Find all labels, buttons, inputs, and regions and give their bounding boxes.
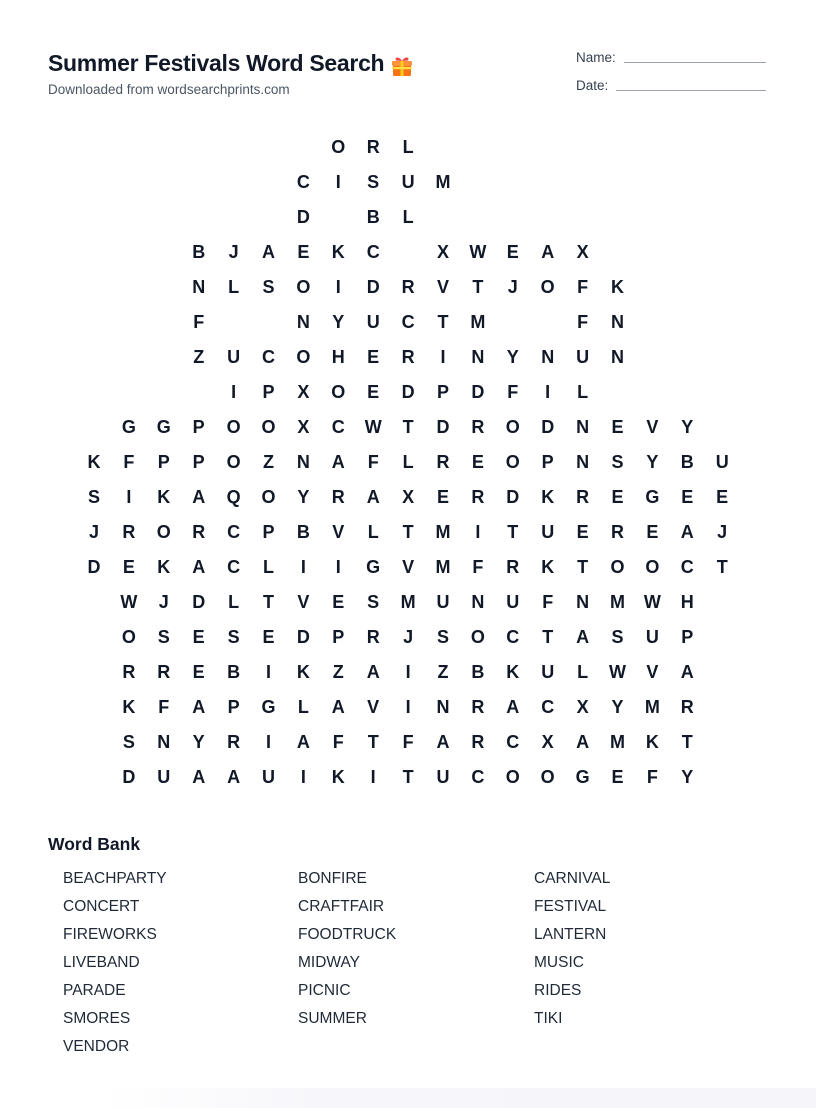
grid-letter[interactable]: M bbox=[644, 697, 660, 717]
grid-letter[interactable]: O bbox=[331, 382, 346, 402]
word-bank-item: SUMMER bbox=[298, 1010, 367, 1027]
grid-letter[interactable]: A bbox=[680, 662, 694, 682]
grid-letter[interactable]: P bbox=[262, 382, 275, 402]
grid-letter[interactable]: F bbox=[367, 452, 379, 472]
grid-letter[interactable]: O bbox=[261, 417, 276, 437]
grid-letter[interactable]: A bbox=[576, 627, 590, 647]
grid-letter[interactable]: L bbox=[297, 697, 309, 717]
grid-letter[interactable]: W bbox=[643, 592, 661, 612]
grid-letter[interactable]: U bbox=[541, 522, 555, 542]
grid-letter[interactable]: P bbox=[436, 382, 449, 402]
grid-letter[interactable]: R bbox=[122, 662, 136, 682]
grid-letter[interactable]: N bbox=[576, 417, 590, 437]
grid-letter[interactable]: F bbox=[542, 592, 554, 612]
grid-letter[interactable]: K bbox=[157, 557, 171, 577]
grid-letter[interactable]: C bbox=[506, 627, 520, 647]
grid-letter[interactable]: R bbox=[122, 522, 136, 542]
grid-letter[interactable]: G bbox=[156, 417, 171, 437]
grid-letter[interactable]: O bbox=[261, 487, 276, 507]
grid-letter[interactable]: T bbox=[716, 557, 728, 577]
grid-letter[interactable]: P bbox=[681, 627, 694, 647]
grid-letter[interactable]: U bbox=[645, 627, 659, 647]
grid-letter[interactable]: R bbox=[192, 522, 206, 542]
grid-letter[interactable]: D bbox=[506, 487, 520, 507]
grid-letter[interactable]: X bbox=[297, 417, 310, 437]
grid-letter[interactable]: J bbox=[158, 592, 169, 612]
grid-letter[interactable]: F bbox=[123, 452, 135, 472]
grid-letter[interactable]: Y bbox=[297, 487, 310, 507]
grid-letter[interactable]: C bbox=[227, 522, 241, 542]
grid-letter[interactable]: R bbox=[576, 487, 590, 507]
grid-letter[interactable]: A bbox=[576, 732, 590, 752]
grid-letter[interactable]: I bbox=[126, 487, 132, 507]
grid-letter[interactable]: E bbox=[646, 522, 659, 542]
grid-letter[interactable]: A bbox=[262, 242, 275, 262]
grid-letter[interactable]: P bbox=[262, 522, 275, 542]
grid-letter[interactable]: A bbox=[331, 452, 345, 472]
grid-letter[interactable]: S bbox=[87, 487, 100, 507]
word-bank-item: CRAFTFAIR bbox=[298, 898, 385, 915]
grid-letter[interactable]: Y bbox=[192, 732, 205, 752]
grid-letter[interactable]: U bbox=[506, 592, 520, 612]
grid-letter[interactable]: K bbox=[87, 452, 101, 472]
grid-letter[interactable]: C bbox=[331, 417, 345, 437]
grid-letter[interactable]: O bbox=[156, 522, 171, 542]
grid-letter[interactable]: E bbox=[192, 627, 205, 647]
grid-letter[interactable]: T bbox=[263, 592, 274, 612]
grid-letter[interactable]: X bbox=[576, 242, 589, 262]
grid-letter[interactable]: U bbox=[227, 347, 241, 367]
word-bank-item: RIDES bbox=[534, 982, 582, 999]
grid-letter[interactable]: M bbox=[470, 312, 486, 332]
grid-letter[interactable]: H bbox=[331, 347, 345, 367]
grid-letter[interactable]: J bbox=[507, 277, 518, 297]
grid-letter[interactable]: R bbox=[401, 347, 415, 367]
grid-letter[interactable]: L bbox=[367, 522, 379, 542]
grid-letter[interactable]: S bbox=[227, 627, 240, 647]
grid-letter[interactable]: V bbox=[332, 522, 345, 542]
grid-letter[interactable]: X bbox=[402, 487, 415, 507]
grid-letter[interactable]: R bbox=[471, 697, 485, 717]
grid-letter[interactable]: V bbox=[297, 592, 310, 612]
grid-letter[interactable]: R bbox=[227, 732, 241, 752]
grid-letter[interactable]: G bbox=[575, 767, 590, 787]
grid-letter[interactable]: I bbox=[231, 382, 237, 402]
grid-letter[interactable]: T bbox=[402, 417, 414, 437]
grid-letter[interactable]: O bbox=[610, 557, 625, 577]
grid-letter[interactable]: Z bbox=[263, 452, 274, 472]
grid-letter[interactable]: A bbox=[331, 697, 345, 717]
grid-letter[interactable]: C bbox=[262, 347, 275, 367]
grid-letter[interactable]: K bbox=[541, 487, 555, 507]
grid-letter[interactable]: D bbox=[296, 627, 310, 647]
grid-letter[interactable]: I bbox=[300, 557, 306, 577]
grid-letter[interactable]: L bbox=[263, 557, 274, 577]
grid-letter[interactable]: A bbox=[366, 662, 380, 682]
grid-letter[interactable]: I bbox=[545, 382, 551, 402]
grid-letter[interactable]: T bbox=[402, 767, 414, 787]
word-bank-item: BONFIRE bbox=[298, 870, 367, 887]
grid-letter[interactable]: A bbox=[296, 732, 310, 752]
grid-letter[interactable]: C bbox=[471, 767, 485, 787]
grid-letter[interactable]: N bbox=[157, 732, 171, 752]
grid-letter[interactable]: L bbox=[402, 207, 414, 227]
grid-letter[interactable]: R bbox=[366, 137, 380, 157]
word-bank-item: CONCERT bbox=[63, 898, 140, 915]
grid-letter[interactable]: O bbox=[645, 557, 660, 577]
grid-letter[interactable]: L bbox=[577, 662, 589, 682]
grid-letter[interactable]: G bbox=[645, 487, 660, 507]
grid-letter[interactable]: I bbox=[475, 522, 481, 542]
grid-letter[interactable]: L bbox=[402, 452, 414, 472]
grid-letter[interactable]: U bbox=[715, 452, 729, 472]
grid-letter[interactable]: A bbox=[192, 487, 206, 507]
grid-letter[interactable]: S bbox=[157, 627, 170, 647]
grid-letter[interactable]: I bbox=[440, 347, 446, 367]
grid-letter[interactable]: X bbox=[436, 242, 449, 262]
grid-letter[interactable]: F bbox=[193, 312, 205, 332]
grid-letter[interactable]: E bbox=[367, 382, 380, 402]
grid-letter[interactable]: C bbox=[680, 557, 694, 577]
grid-letter[interactable]: L bbox=[228, 277, 240, 297]
grid-letter[interactable]: K bbox=[645, 732, 659, 752]
grid-letter[interactable]: F bbox=[646, 767, 658, 787]
word-bank-item: FOODTRUCK bbox=[298, 926, 397, 943]
grid-letter[interactable]: U bbox=[366, 312, 380, 332]
grid-letter[interactable]: M bbox=[610, 732, 625, 752]
grid-letter[interactable]: D bbox=[401, 382, 415, 402]
grid-letter[interactable]: O bbox=[505, 452, 520, 472]
grid-letter[interactable]: F bbox=[402, 732, 414, 752]
grid-letter[interactable]: P bbox=[192, 452, 205, 472]
grid-letter[interactable]: B bbox=[366, 207, 380, 227]
grid-letter[interactable]: I bbox=[335, 557, 341, 577]
grid-letter[interactable]: Q bbox=[226, 487, 241, 507]
grid-letter[interactable]: D bbox=[122, 767, 136, 787]
word-bank-item: CARNIVAL bbox=[534, 870, 611, 887]
grid-letter[interactable]: E bbox=[436, 487, 449, 507]
grid-letter[interactable]: K bbox=[331, 767, 345, 787]
grid-letter[interactable]: B bbox=[192, 242, 206, 262]
grid-letter[interactable]: I bbox=[405, 697, 411, 717]
grid-letter[interactable]: C bbox=[296, 172, 310, 192]
grid-letter[interactable]: Z bbox=[193, 347, 205, 367]
grid-letter[interactable]: N bbox=[611, 347, 624, 367]
grid-letter[interactable]: T bbox=[402, 522, 414, 542]
grid-letter[interactable]: Z bbox=[332, 662, 344, 682]
grid-letter[interactable]: O bbox=[226, 417, 241, 437]
grid-letter[interactable]: O bbox=[226, 452, 241, 472]
grid-letter[interactable]: R bbox=[401, 277, 415, 297]
grid-letter[interactable]: K bbox=[611, 277, 624, 297]
grid-letter[interactable]: V bbox=[402, 557, 415, 577]
word-bank-item: PARADE bbox=[63, 982, 126, 999]
grid-letter[interactable]: A bbox=[506, 697, 520, 717]
grid-letter[interactable]: V bbox=[367, 697, 380, 717]
grid-letter[interactable]: N bbox=[192, 277, 206, 297]
grid-letter[interactable]: U bbox=[576, 347, 590, 367]
grid-letter[interactable]: F bbox=[158, 697, 170, 717]
grid-letter[interactable]: V bbox=[436, 277, 449, 297]
grid-letter[interactable]: N bbox=[471, 347, 485, 367]
grid-letter[interactable]: W bbox=[120, 592, 138, 612]
grid-letter[interactable]: D bbox=[366, 277, 380, 297]
grid-letter[interactable]: C bbox=[506, 732, 520, 752]
grid-letter[interactable]: P bbox=[157, 452, 170, 472]
grid-letter[interactable]: P bbox=[227, 697, 240, 717]
grid-letter[interactable]: R bbox=[611, 522, 624, 542]
grid-letter[interactable]: D bbox=[471, 382, 485, 402]
word-bank-item: MUSIC bbox=[534, 954, 584, 971]
grid-letter[interactable]: N bbox=[611, 312, 624, 332]
grid-letter[interactable]: I bbox=[265, 662, 271, 682]
grid-letter[interactable]: P bbox=[332, 627, 345, 647]
grid-letter[interactable]: S bbox=[262, 277, 275, 297]
word-bank-item: LIVEBAND bbox=[63, 954, 140, 971]
grid-letter[interactable]: E bbox=[297, 242, 310, 262]
grid-letter[interactable]: N bbox=[576, 592, 590, 612]
grid-letter[interactable]: S bbox=[367, 172, 380, 192]
grid-letter[interactable]: X bbox=[541, 732, 554, 752]
grid-letter[interactable]: M bbox=[435, 172, 451, 192]
grid-letter[interactable]: T bbox=[437, 312, 449, 332]
grid-letter[interactable]: T bbox=[681, 732, 693, 752]
grid-letter[interactable]: M bbox=[610, 592, 625, 612]
grid-letter[interactable]: N bbox=[471, 592, 485, 612]
grid-letter[interactable]: K bbox=[296, 662, 310, 682]
grid-letter[interactable]: E bbox=[611, 417, 624, 437]
grid-letter[interactable]: C bbox=[541, 697, 555, 717]
grid-letter[interactable]: K bbox=[157, 487, 171, 507]
grid-letter[interactable]: R bbox=[471, 487, 485, 507]
grid-letter[interactable]: R bbox=[506, 557, 520, 577]
grid-letter[interactable]: Y bbox=[332, 312, 345, 332]
grid-letter[interactable]: F bbox=[507, 382, 519, 402]
grid-letter[interactable]: W bbox=[609, 662, 626, 682]
grid-letter[interactable]: H bbox=[680, 592, 694, 612]
grid-letter[interactable]: T bbox=[472, 277, 484, 297]
grid-letter[interactable]: A bbox=[192, 697, 206, 717]
grid-letter[interactable]: W bbox=[364, 417, 382, 437]
grid-letter[interactable]: E bbox=[681, 487, 694, 507]
grid-letter[interactable]: S bbox=[122, 732, 135, 752]
page-subtitle: Downloaded from wordsearchprints.com bbox=[48, 82, 290, 97]
grid-letter[interactable]: E bbox=[716, 487, 729, 507]
grid-letter[interactable]: J bbox=[228, 242, 239, 262]
grid-letter[interactable]: I bbox=[335, 172, 341, 192]
word-bank-title: Word Bank bbox=[48, 834, 141, 854]
grid-letter[interactable]: D bbox=[436, 417, 450, 437]
grid-letter[interactable]: D bbox=[296, 207, 310, 227]
grid-letter[interactable]: M bbox=[435, 557, 451, 577]
word-bank-item: SMORES bbox=[63, 1010, 131, 1027]
grid-letter[interactable]: J bbox=[88, 522, 99, 542]
grid-letter[interactable]: N bbox=[436, 697, 450, 717]
grid-letter[interactable]: O bbox=[505, 417, 520, 437]
grid-letter[interactable]: C bbox=[227, 557, 241, 577]
grid-letter[interactable]: S bbox=[611, 627, 624, 647]
grid-letter[interactable]: D bbox=[541, 417, 555, 437]
grid-letter[interactable]: B bbox=[296, 522, 310, 542]
grid-letter[interactable]: O bbox=[505, 767, 520, 787]
grid-letter[interactable]: Y bbox=[681, 767, 694, 787]
grid-letter[interactable]: U bbox=[436, 592, 450, 612]
grid-letter[interactable]: L bbox=[577, 382, 589, 402]
grid-letter[interactable]: U bbox=[436, 767, 450, 787]
grid-letter[interactable]: E bbox=[262, 627, 275, 647]
grid-letter[interactable]: O bbox=[331, 137, 346, 157]
grid-letter[interactable]: K bbox=[122, 697, 136, 717]
grid-letter[interactable]: J bbox=[717, 522, 728, 542]
word-bank-item: FESTIVAL bbox=[534, 898, 607, 915]
grid-letter[interactable]: A bbox=[436, 732, 450, 752]
grid-letter[interactable]: E bbox=[192, 662, 205, 682]
grid-letter[interactable]: D bbox=[87, 557, 101, 577]
grid-letter[interactable]: I bbox=[370, 767, 376, 787]
grid-letter[interactable]: I bbox=[405, 662, 411, 682]
grid-letter[interactable]: N bbox=[296, 312, 310, 332]
grid-letter[interactable]: Y bbox=[611, 697, 624, 717]
word-bank-item: MIDWAY bbox=[298, 954, 360, 971]
grid-letter[interactable]: R bbox=[471, 732, 485, 752]
grid-letter[interactable]: D bbox=[192, 592, 206, 612]
grid-letter[interactable]: A bbox=[541, 242, 555, 262]
grid-letter[interactable]: A bbox=[192, 767, 206, 787]
grid-letter[interactable]: O bbox=[296, 277, 311, 297]
grid-letter[interactable]: X bbox=[576, 697, 589, 717]
grid-letter[interactable]: O bbox=[470, 627, 485, 647]
grid-letter[interactable]: K bbox=[541, 557, 555, 577]
grid-letter[interactable]: Y bbox=[681, 417, 694, 437]
grid-letter[interactable]: T bbox=[542, 627, 554, 647]
grid-letter[interactable]: E bbox=[576, 522, 589, 542]
grid-letter[interactable]: I bbox=[335, 277, 341, 297]
grid-letter[interactable]: F bbox=[577, 312, 589, 332]
grid-letter[interactable]: L bbox=[228, 592, 240, 612]
grid-letter[interactable]: E bbox=[122, 557, 135, 577]
grid-letter[interactable]: E bbox=[611, 487, 624, 507]
grid-letter[interactable]: C bbox=[401, 312, 415, 332]
grid-letter[interactable]: Y bbox=[506, 347, 519, 367]
grid-letter[interactable]: T bbox=[507, 522, 519, 542]
grid-letter[interactable]: T bbox=[577, 557, 589, 577]
grid-letter[interactable]: E bbox=[332, 592, 345, 612]
grid-letter[interactable]: F bbox=[332, 732, 344, 752]
grid-letter[interactable]: K bbox=[331, 242, 345, 262]
grid-letter[interactable]: G bbox=[366, 557, 381, 577]
grid-letter[interactable]: R bbox=[680, 697, 694, 717]
grid-letter[interactable]: O bbox=[540, 767, 555, 787]
grid-letter[interactable]: V bbox=[646, 662, 659, 682]
grid-letter[interactable]: V bbox=[646, 417, 659, 437]
grid-letter[interactable]: R bbox=[471, 417, 485, 437]
word-bank-item: FIREWORKS bbox=[63, 926, 157, 943]
grid-letter[interactable]: A bbox=[227, 767, 241, 787]
grid-letter[interactable]: E bbox=[506, 242, 519, 262]
grid-letter[interactable]: I bbox=[300, 767, 306, 787]
grid-letter[interactable]: U bbox=[262, 767, 275, 787]
grid-letter[interactable]: E bbox=[471, 452, 484, 472]
grid-letter[interactable]: R bbox=[436, 452, 450, 472]
grid-letter[interactable]: F bbox=[577, 277, 589, 297]
grid-letter[interactable]: B bbox=[227, 662, 241, 682]
grid-letter[interactable]: A bbox=[680, 522, 694, 542]
grid-letter[interactable]: N bbox=[576, 452, 590, 472]
word-bank-item: LANTERN bbox=[534, 926, 607, 943]
grid-letter[interactable]: K bbox=[506, 662, 520, 682]
grid-letter[interactable]: F bbox=[472, 557, 484, 577]
grid-letter[interactable]: C bbox=[366, 242, 380, 262]
grid-letter[interactable]: S bbox=[436, 627, 449, 647]
grid-letter[interactable]: W bbox=[469, 242, 487, 262]
page-title-text: Summer Festivals Word Search bbox=[48, 50, 385, 76]
grid-letter[interactable]: R bbox=[331, 487, 345, 507]
word-bank-item: PICNIC bbox=[298, 982, 351, 999]
grid-letter[interactable]: M bbox=[435, 522, 451, 542]
grid-letter[interactable]: P bbox=[541, 452, 554, 472]
grid-letter[interactable]: B bbox=[680, 452, 694, 472]
grid-letter[interactable]: N bbox=[541, 347, 555, 367]
grid-letter[interactable]: O bbox=[121, 627, 136, 647]
word-bank-item: TIKI bbox=[534, 1010, 563, 1027]
grid-letter[interactable]: T bbox=[367, 732, 379, 752]
grid-letter[interactable]: E bbox=[611, 767, 624, 787]
grid-letter[interactable]: Z bbox=[437, 662, 449, 682]
grid-letter[interactable]: P bbox=[192, 417, 205, 437]
grid-letter[interactable]: J bbox=[403, 627, 414, 647]
grid-letter[interactable]: E bbox=[367, 347, 380, 367]
grid-letter[interactable]: A bbox=[192, 557, 206, 577]
grid-letter[interactable]: R bbox=[157, 662, 171, 682]
grid-letter[interactable]: R bbox=[366, 627, 380, 647]
date-label: Date: bbox=[576, 78, 609, 93]
grid-letter[interactable]: A bbox=[366, 487, 380, 507]
grid-letter[interactable]: U bbox=[541, 662, 555, 682]
grid-letter[interactable]: G bbox=[261, 697, 276, 717]
grid-letter[interactable]: B bbox=[471, 662, 485, 682]
grid-letter[interactable]: Y bbox=[646, 452, 659, 472]
grid-letter[interactable]: U bbox=[401, 172, 415, 192]
grid-letter[interactable]: X bbox=[297, 382, 310, 402]
grid-letter[interactable]: S bbox=[611, 452, 624, 472]
grid-letter[interactable]: I bbox=[265, 732, 271, 752]
grid-letter[interactable]: G bbox=[121, 417, 136, 437]
name-label: Name: bbox=[576, 50, 616, 65]
grid-letter[interactable]: N bbox=[296, 452, 310, 472]
grid-letter[interactable]: S bbox=[367, 592, 380, 612]
word-bank-item: VENDOR bbox=[63, 1038, 130, 1055]
grid-letter[interactable]: L bbox=[402, 137, 414, 157]
grid-letter[interactable]: O bbox=[540, 277, 555, 297]
footer-fade bbox=[100, 1088, 816, 1108]
grid-letter[interactable]: U bbox=[157, 767, 171, 787]
grid-letter[interactable]: O bbox=[296, 347, 311, 367]
word-bank-item: BEACHPARTY bbox=[63, 870, 167, 887]
grid-letter[interactable]: M bbox=[400, 592, 416, 612]
